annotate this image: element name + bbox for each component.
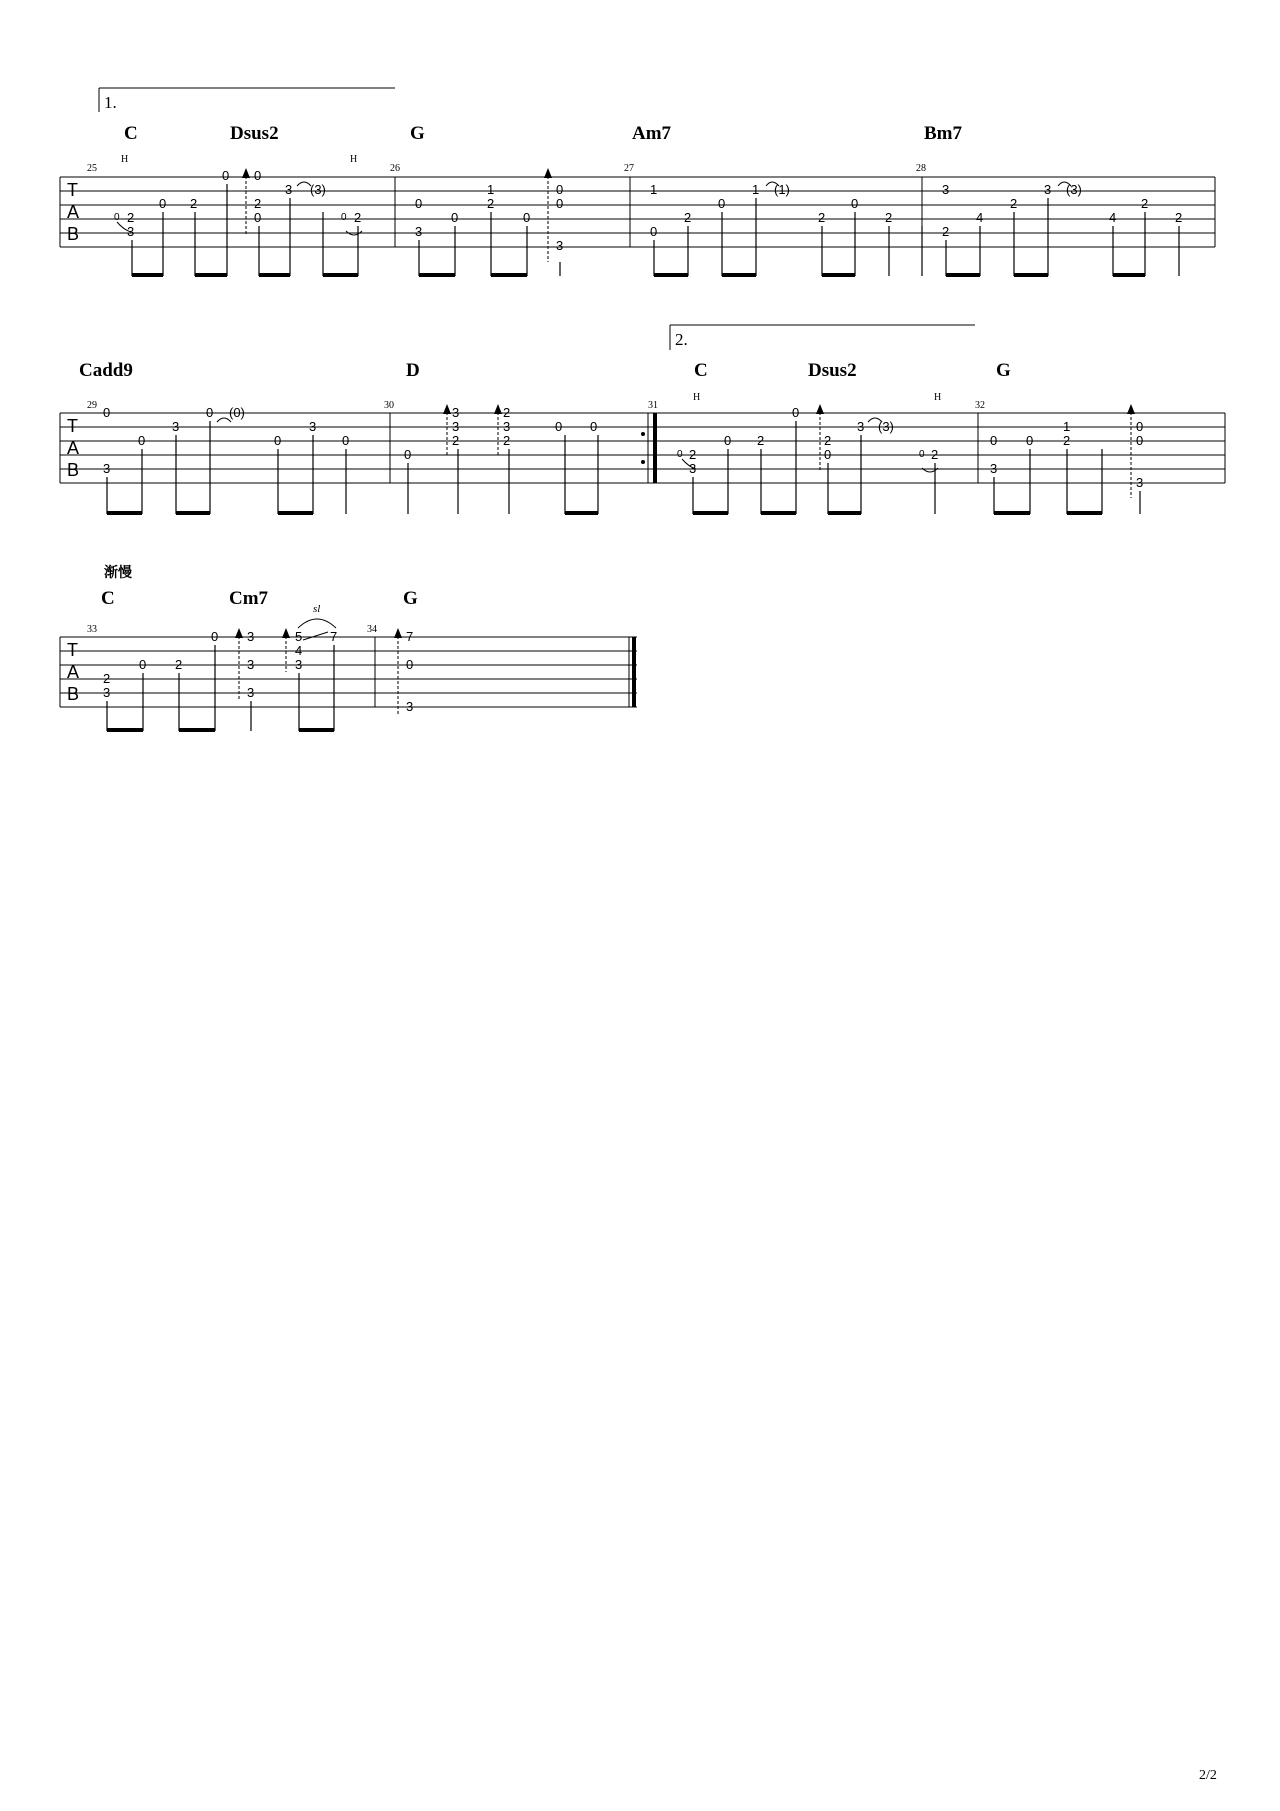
fret-number: 7 [330,629,338,644]
system-2 [60,325,1225,514]
chord-name: Bm7 [924,123,962,144]
hammer-on-mark: H [121,154,129,165]
fret-number: 0 [792,405,800,420]
page-number: 2/2 [1199,1768,1217,1783]
fret-number: 0 [404,447,412,462]
fret-number: 5 [295,629,303,644]
fret-number: 7 [406,629,414,644]
slide-label: sl [313,603,321,615]
bar-number: 30 [384,400,394,411]
volta-ending-2 [670,325,975,350]
fret-number: 3 [247,657,255,672]
bar-number: 32 [975,400,985,411]
bar-number: 28 [916,163,926,174]
fret-number: 0 [222,168,230,183]
fret-numbers [114,168,1182,253]
bar-number: 33 [87,624,97,635]
fret-number: 3 [309,419,317,434]
fret-number: 0 [114,212,120,223]
chord-name: G [996,360,1011,381]
fret-number: 0 [724,433,732,448]
fret-number: 2 [1175,210,1183,225]
chord-name: Cadd9 [79,360,133,381]
bar-number: 25 [87,163,97,174]
svg-text:B: B [67,684,80,704]
fret-number: 2 [452,433,460,448]
system-1 [60,88,1215,276]
fret-number: 2 [885,210,893,225]
fret-number: 3 [1136,475,1144,490]
fret-number: 3 [295,657,303,672]
fret-number: (1) [774,182,790,197]
fret-number: 0 [406,657,414,672]
fret-number: 4 [295,643,303,658]
svg-text:B: B [67,460,80,480]
svg-text:T: T [67,180,78,200]
fret-number: 2 [190,196,198,211]
fret-number: 2 [1063,433,1071,448]
fret-number: 0 [103,405,111,420]
fret-number: 3 [556,238,564,253]
bar-number: 26 [390,163,400,174]
fret-number: 2 [942,224,950,239]
tab-clef [67,416,79,480]
tab-staff [60,413,1225,483]
fret-number: 2 [818,210,826,225]
fret-number: 3 [406,699,414,714]
fret-number: 2 [254,196,262,211]
volta-label: 1. [104,93,117,112]
fret-number: 3 [503,419,511,434]
fret-number: 0 [159,196,167,211]
arpeggio-up-icon [242,168,250,234]
bar-number: 27 [624,163,634,174]
fret-number: 0 [590,419,598,434]
svg-text:A: A [67,438,80,458]
fret-number: 2 [931,447,939,462]
fret-number: (3) [1066,182,1082,197]
chord-name: Dsus2 [230,123,279,144]
svg-text:B: B [67,224,80,244]
volta-ending-1 [99,88,395,112]
fret-number: 2 [487,196,495,211]
fret-number: 0 [919,449,925,460]
arpeggio-up-icon [235,628,243,700]
hammer-on-mark: H [934,392,942,403]
fret-number: 2 [503,405,511,420]
fret-number: 3 [452,419,460,434]
fret-number: 4 [1109,210,1117,225]
fret-number: 0 [341,212,347,223]
tab-staff [60,637,637,707]
fret-number: 0 [718,196,726,211]
svg-text:T: T [67,640,78,660]
rhythm-beams [107,421,1140,514]
svg-text:A: A [67,202,80,222]
fret-number: 0 [139,657,147,672]
fret-number: 2 [354,210,362,225]
fret-number: 0 [274,433,282,448]
system-3 [60,564,637,731]
fret-number: 0 [555,419,563,434]
fret-number: 3 [857,419,865,434]
tab-clef [67,180,79,244]
fret-number: 2 [1010,196,1018,211]
fret-number: 0 [451,210,459,225]
arpeggio-up-icon [1127,404,1135,498]
chord-name: Am7 [632,123,672,144]
chord-name: D [406,360,420,381]
fret-number: 0 [206,405,214,420]
chord-name: Cm7 [229,588,269,609]
svg-text:A: A [67,662,80,682]
fret-number: 2 [127,210,135,225]
chord-name: Dsus2 [808,360,857,381]
fret-number: 0 [211,629,219,644]
hammer-on-mark: H [350,154,358,165]
fret-number: 2 [824,433,832,448]
arpeggio-up-icon [394,628,402,714]
fret-number: 0 [1136,419,1144,434]
fret-numbers [103,405,1143,490]
fret-number: 3 [103,461,111,476]
fret-number: 3 [103,685,111,700]
fret-number: (0) [229,405,245,420]
chord-name: C [694,360,708,381]
fret-number: 0 [824,447,832,462]
fret-number: 0 [851,196,859,211]
fret-number: 0 [523,210,531,225]
fret-number: 3 [127,224,135,239]
fret-number: 0 [990,433,998,448]
bar-number: 29 [87,400,97,411]
chord-name: C [124,123,138,144]
fret-number: (3) [310,182,326,197]
fret-number: 4 [976,210,984,225]
fret-number: 0 [1136,433,1144,448]
fret-number: 1 [650,182,658,197]
fret-number: 3 [452,405,460,420]
fret-number: 0 [342,433,350,448]
svg-text:T: T [67,416,78,436]
tab-staff [60,177,1215,247]
fret-number: 1 [1063,419,1071,434]
fret-number: 2 [689,447,697,462]
chord-name: G [403,588,418,609]
tempo-marking: 渐慢 [104,565,132,581]
fret-number: (3) [878,419,894,434]
bar-number: 31 [648,400,658,411]
fret-number: 3 [172,419,180,434]
fret-number: 3 [689,461,697,476]
fret-number: 0 [254,210,262,225]
volta-label: 2. [675,330,688,349]
arpeggio-up-icon [494,404,502,456]
fret-number: 1 [752,182,760,197]
fret-number: 3 [247,685,255,700]
chord-name: C [101,588,115,609]
fret-number: 3 [990,461,998,476]
fret-number: 2 [103,671,111,686]
fret-number: 3 [247,629,255,644]
fret-number: 0 [138,433,146,448]
arpeggio-up-icon [816,404,824,470]
fret-number: 0 [556,196,564,211]
fret-number: 3 [285,182,293,197]
arpeggio-up-icon [544,168,552,262]
hammer-on-mark: H [693,392,701,403]
fret-number: 2 [503,433,511,448]
arpeggio-up-icon [443,404,451,456]
fret-number: 0 [677,449,683,460]
fret-number: 1 [487,182,495,197]
fret-number: 0 [254,168,262,183]
fret-number: 0 [415,196,423,211]
fret-number: 2 [175,657,183,672]
fret-number: 3 [415,224,423,239]
chord-name: G [410,123,425,144]
bar-number: 34 [367,624,377,635]
fret-number: 2 [757,433,765,448]
tab-clef [67,640,79,704]
fret-number: 2 [1141,196,1149,211]
fret-number: 0 [1026,433,1034,448]
fret-number: 0 [650,224,658,239]
fret-number: 2 [684,210,692,225]
fret-number: 0 [556,182,564,197]
fret-number: 3 [942,182,950,197]
fret-numbers [103,629,413,714]
tie [297,182,311,186]
fret-number: 3 [1044,182,1052,197]
